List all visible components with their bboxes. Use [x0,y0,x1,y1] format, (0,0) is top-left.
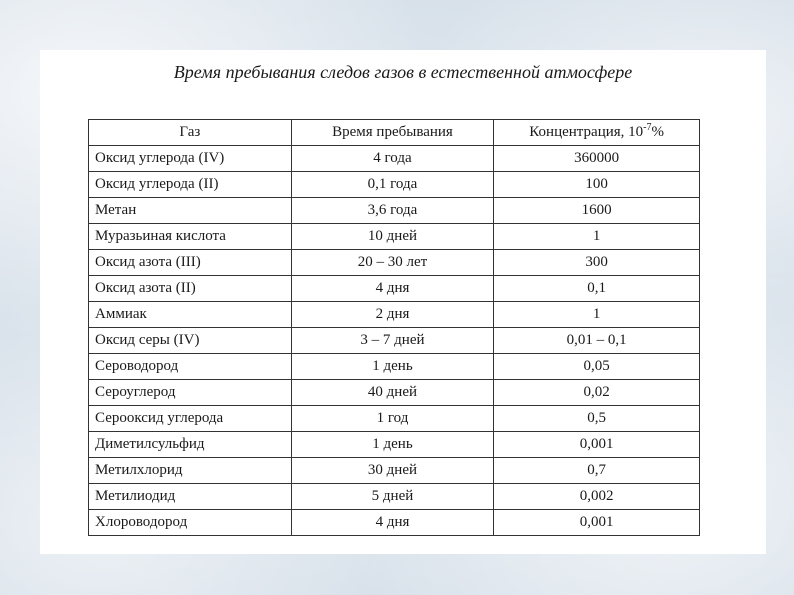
table-row [89,380,700,406]
residence-time-cell: 2 дня [291,302,494,328]
residence-time-cell: 4 дня [291,276,494,302]
gas-name-cell: Серооксид углерода [89,406,292,432]
residence-time-cell: 30 дней [291,458,494,484]
concentration-cell: 1600 [494,198,700,224]
concentration-cell: 0,05 [494,354,700,380]
concentration-cell: 0,01 – 0,1 [494,328,700,354]
document-title: Время пребывания следов газов в естественной атмосфере [173,62,633,82]
gas-name-cell: Сероуглерод [89,380,292,406]
header-concentration-exponent: -7 [643,122,652,133]
residence-time-cell: 5 дней [291,484,494,510]
table-row [89,198,700,224]
header-concentration [494,120,700,146]
gas-residence-table [88,119,700,536]
header-concentration-prefix: Концентрация, 10 [529,124,644,140]
residence-time-cell: 1 день [291,432,494,458]
concentration-cell: 0,1 [494,276,700,302]
gas-name-cell: Аммиак [89,302,292,328]
table-header-row [89,120,700,146]
gas-name-cell: Диметилсульфид [89,432,292,458]
table-row [89,224,700,250]
table-row [89,484,700,510]
residence-time-cell: 40 дней [291,380,494,406]
residence-time-cell: 4 года [291,146,494,172]
table-row [89,432,700,458]
table-row [89,276,700,302]
residence-time-cell: 1 день [291,354,494,380]
concentration-cell: 0,5 [494,406,700,432]
header-residence-time: Время пребывания [291,120,494,146]
residence-time-cell: 3,6 года [291,198,494,224]
residence-time-cell: 1 год [291,406,494,432]
gas-name-cell: Оксид азота (III) [89,250,292,276]
gas-name-cell: Муразьиная кислота [89,224,292,250]
table-row [89,458,700,484]
residence-time-cell: 20 – 30 лет [291,250,494,276]
concentration-cell: 0,001 [494,510,700,536]
gas-name-cell: Оксид углерода (IV) [89,146,292,172]
table-row [89,146,700,172]
concentration-cell: 0,002 [494,484,700,510]
concentration-cell: 1 [494,224,700,250]
header-gas: Газ [89,120,292,146]
table-row [89,172,700,198]
gas-name-cell: Метан [89,198,292,224]
gas-name-cell: Хлороводород [89,510,292,536]
residence-time-cell: 10 дней [291,224,494,250]
gas-name-cell: Оксид серы (IV) [89,328,292,354]
concentration-cell: 100 [494,172,700,198]
gas-name-cell: Метилхлорид [89,458,292,484]
table-row [89,302,700,328]
concentration-cell: 1 [494,302,700,328]
concentration-cell: 360000 [494,146,700,172]
gas-name-cell: Оксид углерода (II) [89,172,292,198]
table-row [89,406,700,432]
gas-name-cell: Сероводород [89,354,292,380]
residence-time-cell: 0,1 года [291,172,494,198]
table-row [89,250,700,276]
concentration-cell: 0,02 [494,380,700,406]
gas-name-cell: Оксид азота (II) [89,276,292,302]
document-page [40,50,766,554]
concentration-cell: 0,7 [494,458,700,484]
table-row [89,328,700,354]
residence-time-cell: 3 – 7 дней [291,328,494,354]
concentration-cell: 300 [494,250,700,276]
gas-name-cell: Метилиодид [89,484,292,510]
table-row [89,510,700,536]
header-concentration-suffix: % [651,124,664,140]
table-row [89,354,700,380]
concentration-cell: 0,001 [494,432,700,458]
residence-time-cell: 4 дня [291,510,494,536]
